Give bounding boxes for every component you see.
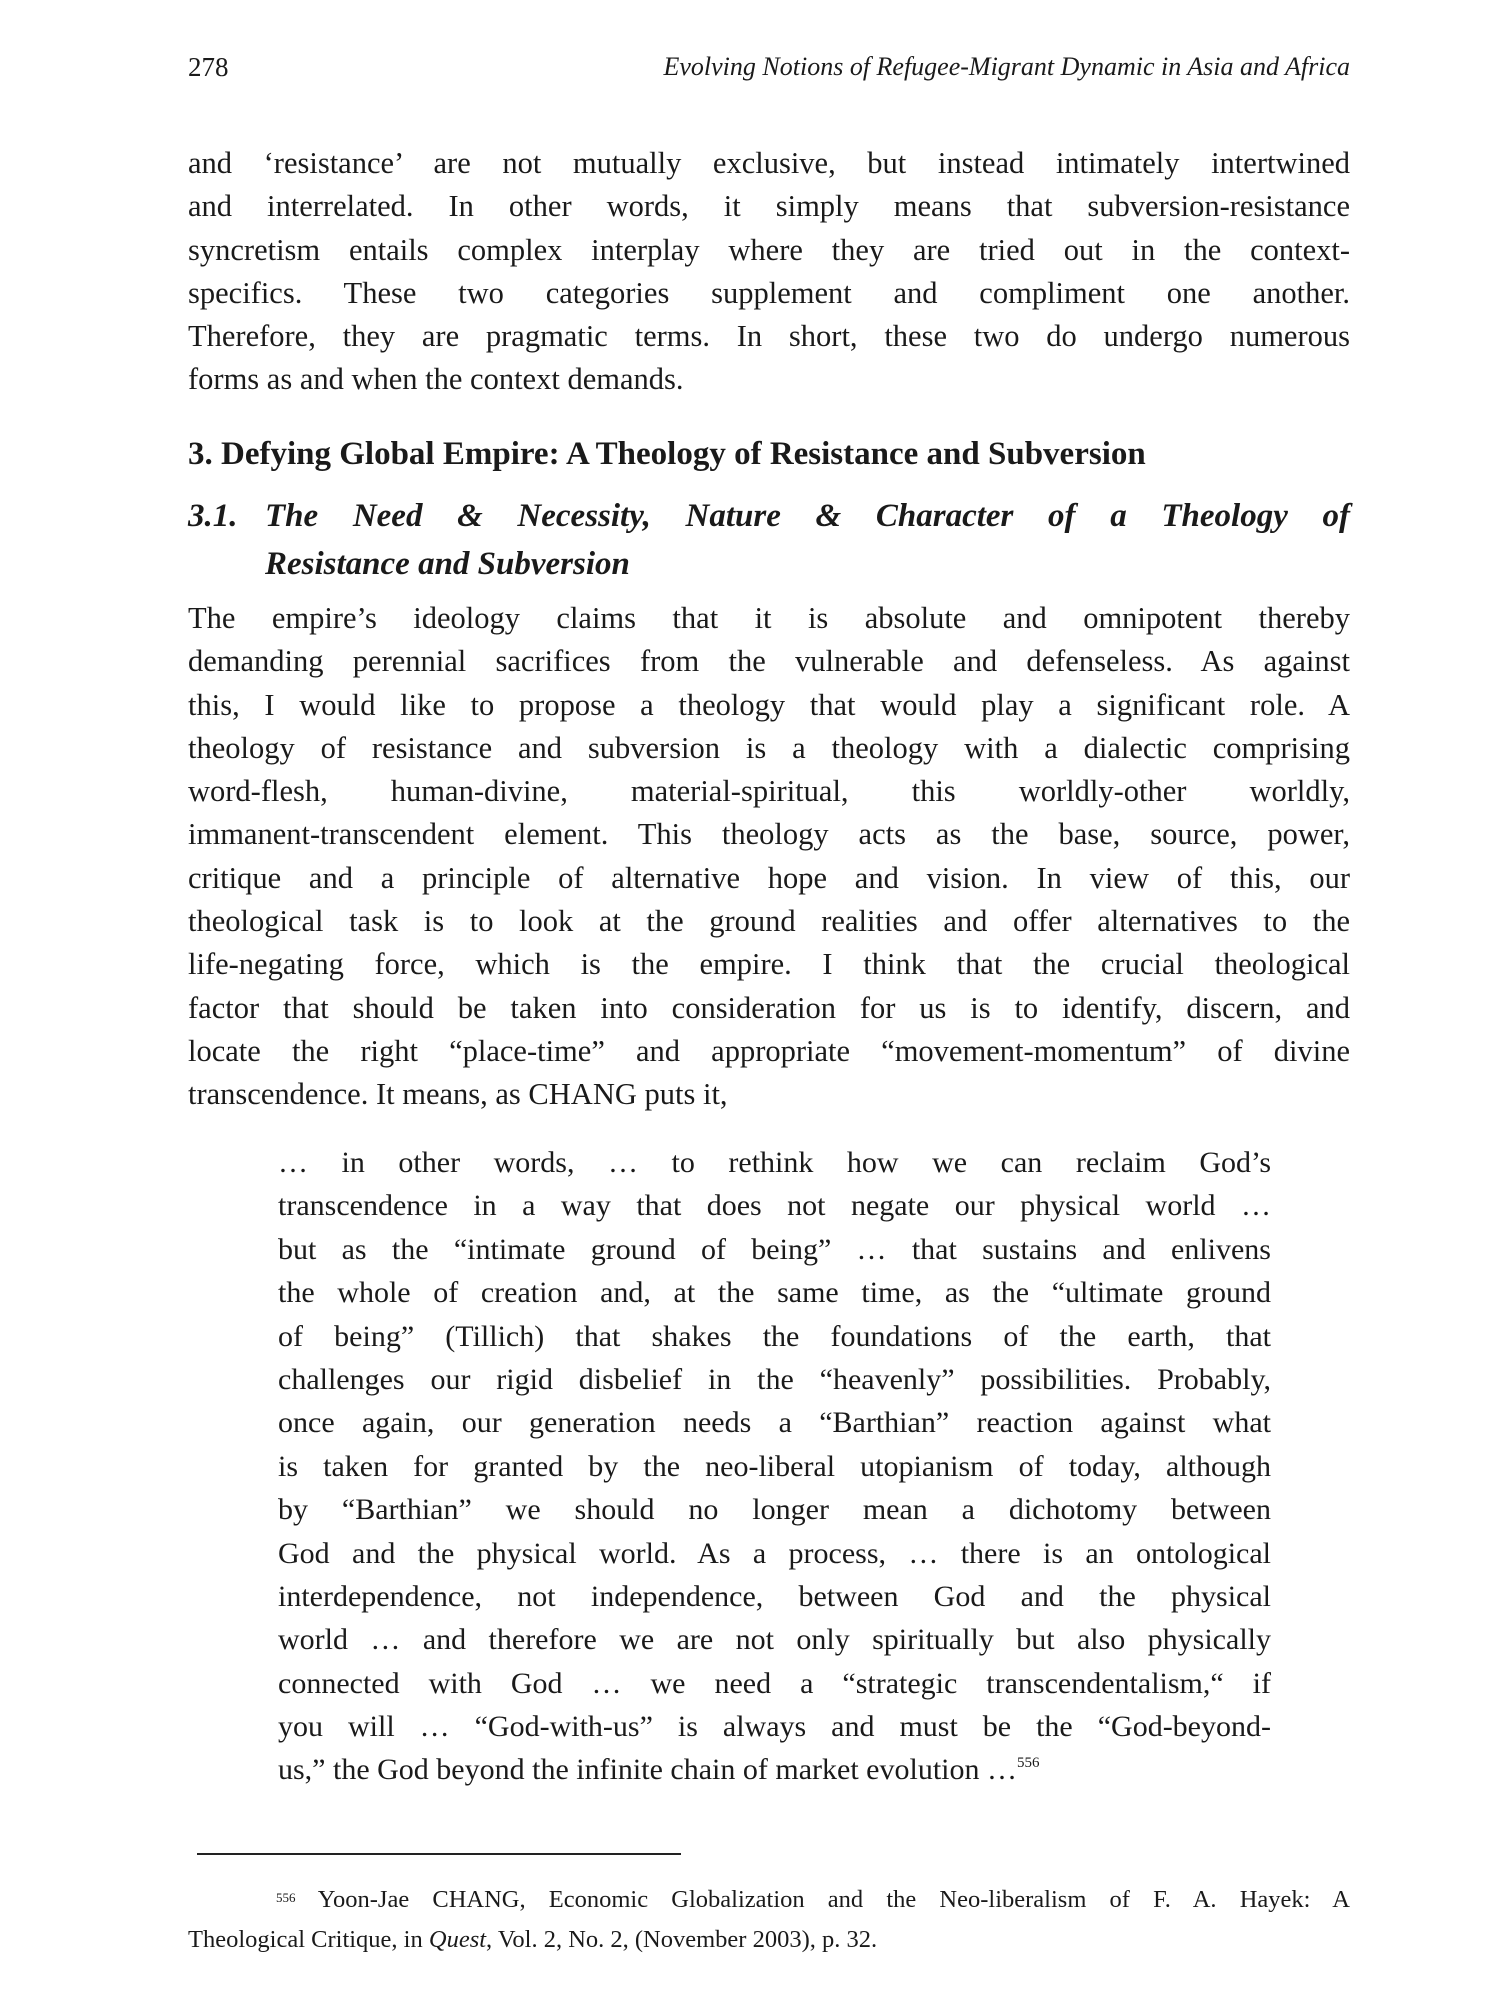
text-line: demanding perennial sacrifices from the vulnerable and defenseless. As against <box>188 644 1350 679</box>
quote-line: once again, our generation needs a “Barthian” reaction against what <box>278 1406 1271 1440</box>
quote-line: by “Barthian” we should no longer mean a dichotomy between <box>278 1493 1271 1527</box>
quote-line-final <box>278 1748 1271 1791</box>
quote-line: interdependence, not independence, between God and the physical <box>278 1579 1271 1613</box>
text-line: immanent-transcendent element. This theology acts as the base, source, power, <box>188 817 1350 852</box>
subsection-heading-line-1 <box>188 492 1350 540</box>
text-line: factor that should be taken into consideration for us is to identify, discern, and <box>188 990 1350 1025</box>
text-line: locate the right “place-time” and appropriate “movement-momentum” of divine <box>188 1033 1350 1068</box>
running-title: Evolving Notions of Refugee-Migrant Dynamic in Asia and Africa <box>663 52 1350 81</box>
quote-line: of being” (Tillich) that shakes the foundations of the earth, that <box>278 1319 1271 1353</box>
footnote <box>188 1880 1350 1960</box>
footnote-text: , Vol. 2, No. 2, (November 2003), p. 32. <box>486 1926 878 1953</box>
quote-line: challenges our rigid disbelief in the “heavenly” possibilities. Probably, <box>278 1362 1271 1396</box>
quote-line: is taken for granted by the neo-liberal utopianism of today, although <box>278 1449 1271 1483</box>
body-paragraph <box>188 597 1350 1117</box>
section-heading: 3. Defying Global Empire: A Theology of Resistance and Subversion <box>188 436 1146 472</box>
quote-line: world … and therefore we are not only spiritually but also physically <box>278 1623 1271 1657</box>
text-line: Therefore, they are pragmatic terms. In short, these two do undergo numerous <box>188 319 1350 354</box>
subsection-number: 3.1. <box>188 498 238 534</box>
subsection-title-part-1: The Need & Necessity, Nature & Character of a Theology of <box>265 498 1350 534</box>
body-paragraph <box>188 142 1350 402</box>
footnote-line-1 <box>188 1880 1350 1920</box>
block-quote <box>278 1141 1271 1792</box>
quote-line: transcendence in a way that does not negate our physical world … <box>278 1189 1271 1223</box>
quote-line: the whole of creation and, at the same time, as the “ultimate ground <box>278 1276 1271 1310</box>
text-line: theological task is to look at the ground realities and offer alternatives to the <box>188 904 1350 939</box>
text-line: critique and a principle of alternative hope and vision. In view of this, our <box>188 860 1350 895</box>
text-line: word-flesh, human-divine, material-spiritual, this worldly-other worldly, <box>188 774 1350 809</box>
page-number: 278 <box>188 52 229 82</box>
subsection-heading <box>188 492 1350 588</box>
quote-line: … in other words, … to rethink how we can reclaim God’s <box>278 1146 1271 1179</box>
text-line: transcendence. It means, as CHANG puts it, <box>188 1077 728 1112</box>
subsection-heading-block <box>188 492 1350 588</box>
footnote-number: 556 <box>276 1890 296 1905</box>
journal-title: Quest <box>428 1926 487 1953</box>
section-heading-block <box>188 432 1350 476</box>
text-line: syncretism entails complex interplay where they are tried out in the context- <box>188 232 1350 267</box>
text-line: forms as and when the context demands. <box>188 362 684 397</box>
quote-line: God and the physical world. As a process, … there is an ontological <box>278 1536 1271 1570</box>
quote-line: connected with God … we need a “strategic transcendentalism,“ if <box>278 1666 1271 1700</box>
text-line: The empire’s ideology claims that it is absolute and omnipotent thereby <box>188 601 1350 635</box>
page-header <box>188 52 1350 92</box>
subsection-heading-line-2: Resistance and Subversion <box>265 546 630 582</box>
text-line: life-negating force, which is the empire. I think that the crucial theological <box>188 947 1350 982</box>
text-line: and interrelated. In other words, it simply means that subversion-resistance <box>188 189 1350 224</box>
paragraph-main <box>188 597 1350 1117</box>
quote-line: you will … “God-with-us” is always and must be the “God-beyond- <box>278 1710 1271 1744</box>
footnote-text: Theological Critique, in <box>188 1926 429 1953</box>
footnote-text: Yoon-Jae CHANG, Economic Globalization and the Neo-liberalism of F. A. Hayek: A <box>317 1886 1350 1913</box>
text-line: this, I would like to propose a theology that would play a significant role. A <box>188 687 1350 722</box>
footnote-separator <box>197 1853 681 1855</box>
text-line: specifics. These two categories supplement and compliment one another. <box>188 275 1350 310</box>
footnote-line-2 <box>188 1920 1350 1960</box>
paragraph-continuation <box>188 142 1350 402</box>
text-line: and ‘resistance’ are not mutually exclusive, but instead intimately intertwined <box>188 146 1350 180</box>
quote-text: us,” the God beyond the infinite chain of market evolution … <box>278 1753 1017 1787</box>
footnote-reference[interactable]: 556 <box>1016 1755 1040 1772</box>
quote-line: but as the “intimate ground of being” … that sustains and enlivens <box>278 1232 1271 1266</box>
text-line: theology of resistance and subversion is a theology with a dialectic comprising <box>188 730 1350 765</box>
